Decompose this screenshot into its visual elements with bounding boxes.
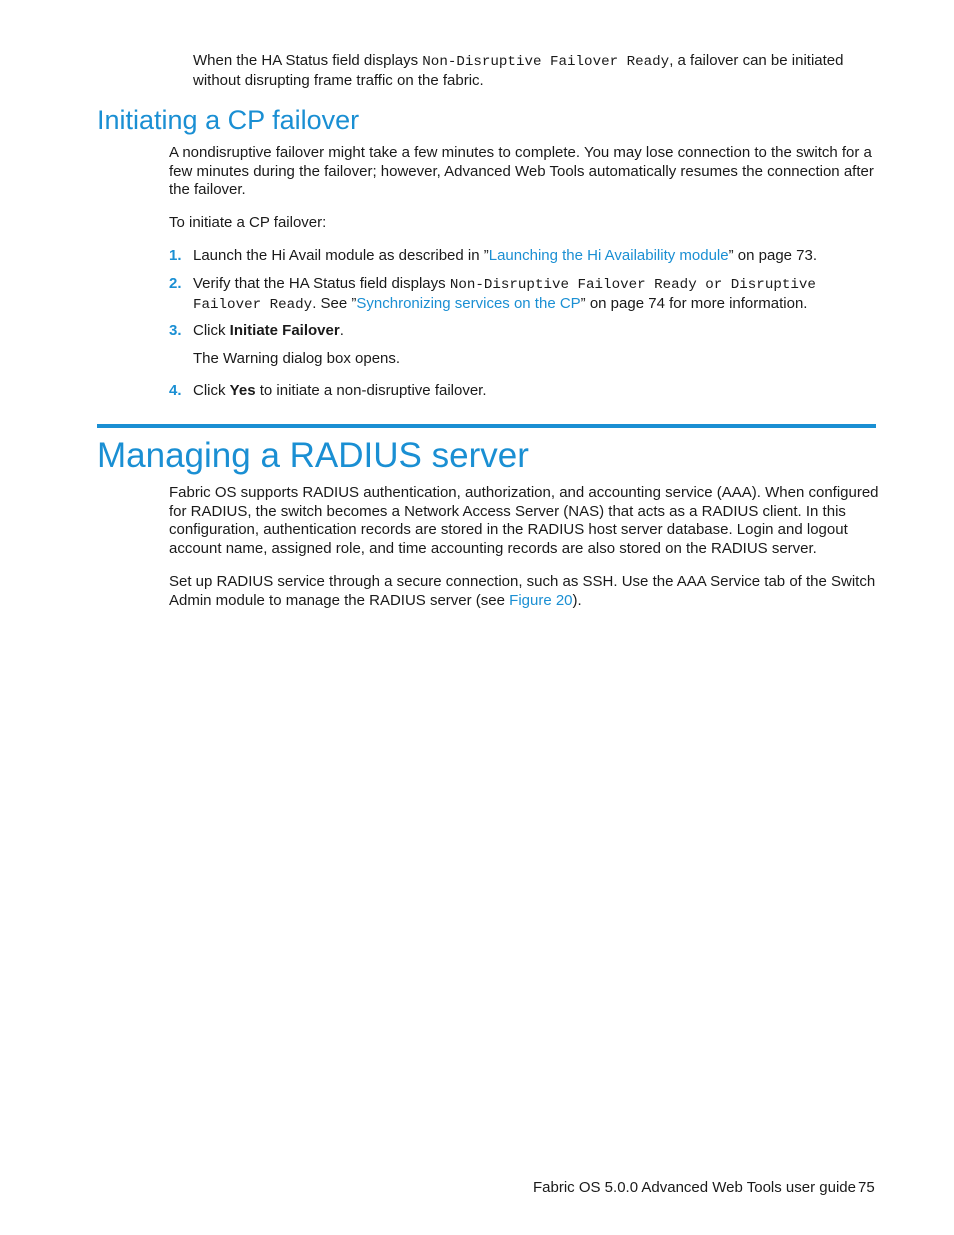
step-3-bold: Initiate Failover (229, 322, 340, 339)
step-4-pre: Click (193, 382, 230, 399)
step-4-bold: Yes (229, 382, 256, 399)
section-divider (97, 424, 876, 428)
section2-paragraph-1: Fabric OS supports RADIUS authentication, authorization, and accounting service (AAA). When configured for RADIUS, the switch becomes a Network Access Server (NAS) that acts as a RADIUS client. In this configuration, authentication records are stored in the RADIUS host server database. Login and logout account name, assigned role, and time accounting records are also stored on the RADIUS server. (169, 484, 879, 558)
step-2-code-1: Non-Disruptive Failover Ready or Disruptive (449, 277, 816, 293)
intro-text-pre: When the HA Status field displays (193, 52, 423, 69)
section1-paragraph-1: A nondisruptive failover might take a few minutes to complete. You may lose connection to the switch for a few minutes during the failover; however, Advanced Web Tools automatically resumes the connection after the failover. (169, 144, 874, 199)
step-number: 1. (169, 247, 182, 264)
footer-title: Fabric OS 5.0.0 Advanced Web Tools user guide (533, 1179, 856, 1196)
page-number: 75 (858, 1179, 875, 1196)
section-heading-managing-radius-server: Managing a RADIUS server (97, 436, 529, 475)
step-3-pre: Click (193, 322, 230, 339)
link-synchronizing-services[interactable]: Synchronizing services on the CP (356, 294, 581, 312)
section1-paragraph-2: To initiate a CP failover: (169, 214, 327, 231)
step-2-text (193, 275, 883, 314)
link-launching-hi-availability-module[interactable]: Launching the Hi Availability module (488, 247, 729, 264)
step-1-post: ” on page 73. (728, 247, 818, 264)
step-number: 4. (169, 382, 182, 399)
step-2-mid: . See ” (312, 294, 357, 312)
section-heading-initiating-cp-failover: Initiating a CP failover (97, 105, 360, 135)
intro-code: Non-Disruptive Failover Ready (422, 54, 670, 70)
step-1-text (193, 247, 883, 266)
step-3-text (193, 322, 883, 341)
step-number: 3. (169, 322, 182, 339)
step-3-post: . (339, 322, 344, 339)
step-4-text (193, 382, 883, 401)
link-figure-20[interactable]: Figure 20 (509, 591, 573, 609)
intro-paragraph (193, 52, 883, 90)
step-2-pre: Verify that the HA Status field displays (193, 275, 450, 292)
step-2-code-2: Failover Ready (193, 296, 313, 313)
intro-text-post: , a failover can be initiated without disrupting frame traffic on the fabric. (193, 52, 844, 89)
section2-para2-post: ). (572, 591, 582, 609)
step-4-post: to initiate a non-disruptive failover. (255, 382, 487, 399)
step-1-pre: Launch the Hi Avail module as described in ” (193, 247, 489, 264)
section2-para2-pre: Set up RADIUS service through a secure connection, such as SSH. Use the AAA Service tab of the Switch Admin module to manage the RADIUS server (see (169, 573, 876, 609)
step-3-note: The Warning dialog box opens. (193, 350, 401, 367)
step-number: 2. (169, 275, 182, 292)
step-2-post: ” on page 74 for more information. (580, 294, 808, 312)
section2-paragraph-2 (169, 573, 879, 610)
